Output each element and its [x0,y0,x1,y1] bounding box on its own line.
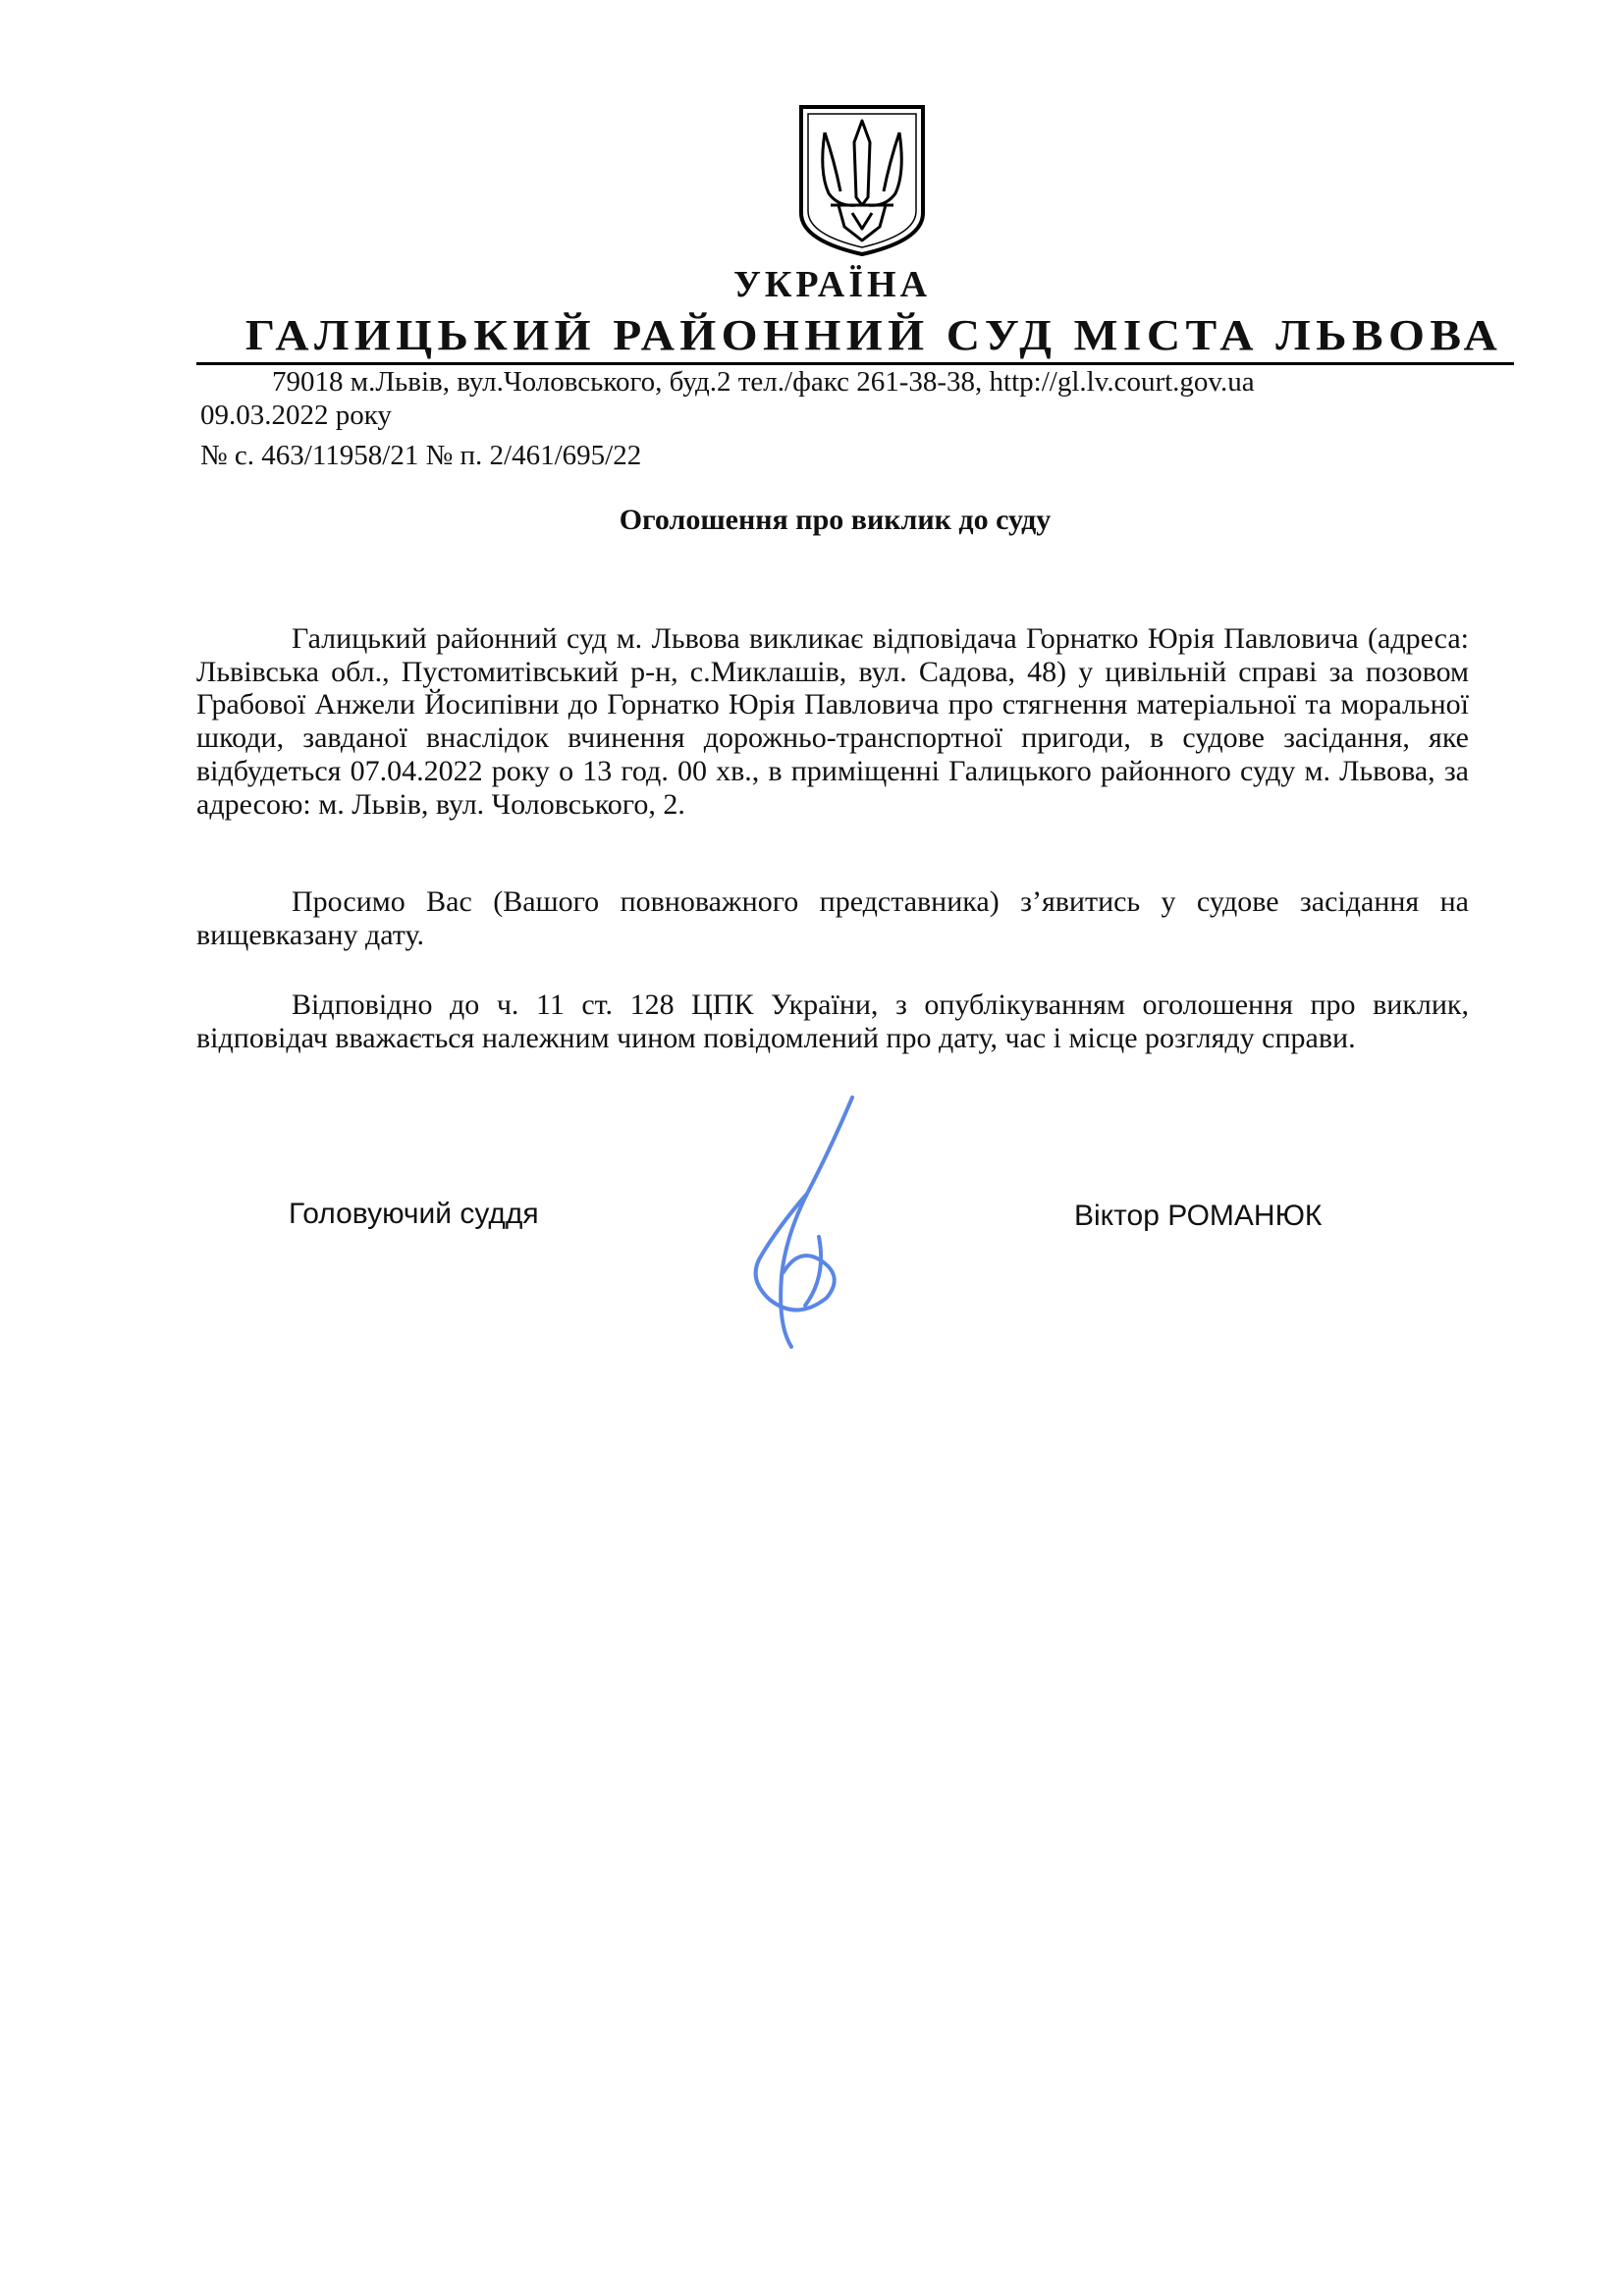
body-paragraph-legal-basis: Відповідно до ч. 11 ст. 128 ЦПК України, з опублікуванням оголошення про виклик, відповідач вважається належним чином повідомлений про дату, час і місце розгляду справи. [196,988,1469,1054]
country-name: УКРАЇНА [732,264,932,305]
document-title: Оголошення про виклик до суду [619,504,1052,536]
court-name: ГАЛИЦЬКИЙ РАЙОННИЙ СУД МІСТА ЛЬВОВА [244,311,1503,359]
body-paragraph-request: Просимо Вас (Вашого повноважного представника) з’явитись у судове засідання на вищевказану дату. [196,885,1469,951]
coat-of-arms-icon [795,103,929,258]
court-address: 79018 м.Львів, вул.Чоловського, буд.2 тел./факс 261-38-38, http://gl.lv.court.gov.ua [272,366,1255,398]
document-date: 09.03.2022 року [200,400,392,431]
handwritten-signature [697,1090,874,1355]
body-paragraph-summons: Галицький районний суд м. Львова викликає відповідача Горнатко Юрія Павловича (адреса: Львівська обл., Пустомитівський р-н, с.Миклашів, вул. Садова, 48) у цивільній справі за позовом Грабової Анжели Йосипівни до Горнатко Юрія Павловича про стягнення матеріальної та моральної шкоди, завданої внаслідок вчинення дорожньо-транспортної пригоди, в судове засідання, яке відбудеться 07.04.2022 року о 13 год. 00 хв., в приміщенні Галицького районного суду м. Львова, за адресою: м. Львів, вул. Чоловського, 2. [196,622,1469,821]
judge-role: Головуючий суддя [289,1198,539,1230]
judge-name: Віктор РОМАНЮК [1074,1200,1323,1232]
case-numbers: № с. 463/11958/21 № п. 2/461/695/22 [200,440,642,471]
